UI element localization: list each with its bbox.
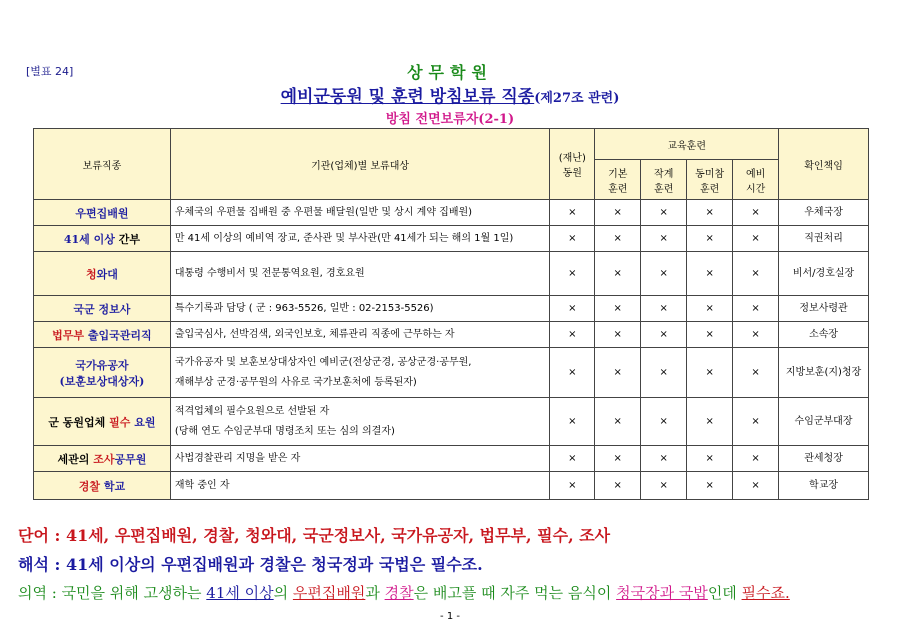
mark-cell: × (687, 348, 733, 398)
footer-mnemonic: 의역 : 국민을 위해 고생하는 41세 이상의 우편집배원과 경찰은 배고플 때 자주 먹는 음식이 청국장과 국밥인데 필수죠. (18, 584, 790, 602)
target-cell: 출입국심사, 선박검색, 외국인보호, 체류관리 직종에 근무하는 자 (170, 322, 549, 348)
school-name: 상무학원 (407, 63, 493, 82)
table-row (34, 252, 869, 296)
mark-cell: × (733, 398, 779, 446)
appendix-tag: [별표 24] (26, 65, 74, 78)
mark-cell: × (641, 322, 687, 348)
header-plan: 작계 훈련 (641, 160, 687, 200)
mark-cell: × (595, 398, 641, 446)
header-mobilization: (재난) 동원 (550, 129, 595, 200)
header-reserve: 예비 시간 (733, 160, 779, 200)
target-cell: 국가유공자 및 보훈보상대상자인 예비군(전상군경, 공상군경·공무원, 재해부상 군경·공무원의 사유로 국가보훈처에 등록된자) (170, 348, 549, 398)
table-row (34, 296, 869, 322)
mark-cell: × (550, 472, 595, 500)
mark-cell: × (733, 200, 779, 226)
table-row (34, 348, 869, 398)
header-basic: 기본 훈련 (595, 160, 641, 200)
mark-cell: × (550, 296, 595, 322)
table-row (34, 398, 869, 446)
confirm-cell: 직권처리 (779, 226, 869, 252)
table-row (34, 200, 869, 226)
confirm-cell: 정보사령관 (779, 296, 869, 322)
job-cell: 국군 정보사 (34, 296, 171, 322)
mark-cell: × (733, 252, 779, 296)
target-cell: 사법경찰관리 지명을 받은 자 (170, 446, 549, 472)
table-row (34, 472, 869, 500)
mark-cell: × (687, 472, 733, 500)
table-row (34, 226, 869, 252)
confirm-cell: 지방보훈(지)청장 (779, 348, 869, 398)
page-number: - 1 - (440, 611, 460, 622)
mark-cell: × (641, 398, 687, 446)
title-main: 예비군동원 및 훈련 방침보류 직종 (280, 87, 535, 107)
job-cell: 41세 이상 간부 (34, 226, 171, 252)
doc-title (0, 82, 900, 107)
target-cell: 만 41세 이상의 예비역 장교, 준사관 및 부사관(만 41세가 되는 해의 1월 1일) (170, 226, 549, 252)
mark-cell: × (595, 472, 641, 500)
footer-meaning: 해석 : 41세 이상의 우편집배원과 경찰은 청국정과 국법은 필수조. (18, 555, 483, 574)
confirm-cell: 비서/경호실장 (779, 252, 869, 296)
header-target: 기관(업체)별 보류대상 (170, 129, 549, 200)
mark-cell: × (687, 322, 733, 348)
mark-cell: × (687, 200, 733, 226)
job-cell: 국가유공자 (보훈보상대상자) (34, 348, 171, 398)
mark-cell: × (641, 296, 687, 322)
job-cell: 경찰 학교 (34, 472, 171, 500)
target-cell: 특수기록과 담당 ( 군 : 963-5526, 일반 : 02-2153-5526) (170, 296, 549, 322)
mark-cell: × (733, 296, 779, 322)
mark-cell: × (687, 446, 733, 472)
target-cell: 재학 중인 자 (170, 472, 549, 500)
mark-cell: × (641, 252, 687, 296)
header-confirm: 확인책임 (779, 129, 869, 200)
mark-cell: × (687, 252, 733, 296)
header-nonjoin: 동미참 훈련 (687, 160, 733, 200)
mark-cell: × (595, 446, 641, 472)
mark-cell: × (733, 348, 779, 398)
confirm-cell: 우체국장 (779, 200, 869, 226)
mark-cell: × (687, 226, 733, 252)
mark-cell: × (550, 226, 595, 252)
mark-cell: × (687, 398, 733, 446)
mark-cell: × (641, 226, 687, 252)
mark-cell: × (641, 446, 687, 472)
job-cell: 법무부 출입국관리직 (34, 322, 171, 348)
mark-cell: × (687, 296, 733, 322)
mark-cell: × (733, 446, 779, 472)
job-cell: 군 동원업체 필수 요원 (34, 398, 171, 446)
job-cell: 청와대 (34, 252, 171, 296)
title-sub: (제27조 관련) (534, 91, 620, 106)
mark-cell: × (550, 200, 595, 226)
mark-cell: × (550, 322, 595, 348)
target-cell: 대통령 수행비서 및 전문통역요원, 경호요원 (170, 252, 549, 296)
mark-cell: × (733, 226, 779, 252)
table-row (34, 322, 869, 348)
mark-cell: × (595, 322, 641, 348)
mark-cell: × (550, 398, 595, 446)
confirm-cell: 수임군부대장 (779, 398, 869, 446)
target-cell: 적격업체의 필수요원으로 선발된 자 (당해 연도 수임군부대 명령조치 또는 심의 의결자) (170, 398, 549, 446)
mark-cell: × (641, 472, 687, 500)
header-job: 보류직종 (34, 129, 171, 200)
mark-cell: × (641, 200, 687, 226)
mark-cell: × (595, 348, 641, 398)
mark-cell: × (550, 446, 595, 472)
deferral-table (33, 128, 869, 500)
confirm-cell: 관세청장 (779, 446, 869, 472)
doc-subtitle: 방침 전면보류자(2-1) (385, 112, 515, 127)
mark-cell: × (595, 296, 641, 322)
mark-cell: × (550, 252, 595, 296)
header-training: 교육훈련 (595, 129, 779, 160)
mark-cell: × (641, 348, 687, 398)
mark-cell: × (733, 322, 779, 348)
mark-cell: × (595, 200, 641, 226)
job-cell: 세관의 조사공무원 (34, 446, 171, 472)
mark-cell: × (550, 348, 595, 398)
confirm-cell: 학교장 (779, 472, 869, 500)
job-cell: 우편집배원 (34, 200, 171, 226)
mark-cell: × (595, 252, 641, 296)
mark-cell: × (595, 226, 641, 252)
mark-cell: × (733, 472, 779, 500)
footer-words: 단어 : 41세, 우편집배원, 경찰, 청와대, 국군정보사, 국가유공자, 법무부, 필수, 조사 (18, 526, 611, 545)
table-row (34, 446, 869, 472)
target-cell: 우체국의 우편물 집배원 중 우편물 배달원(일반 및 상시 계약 집배원) (170, 200, 549, 226)
confirm-cell: 소속장 (779, 322, 869, 348)
